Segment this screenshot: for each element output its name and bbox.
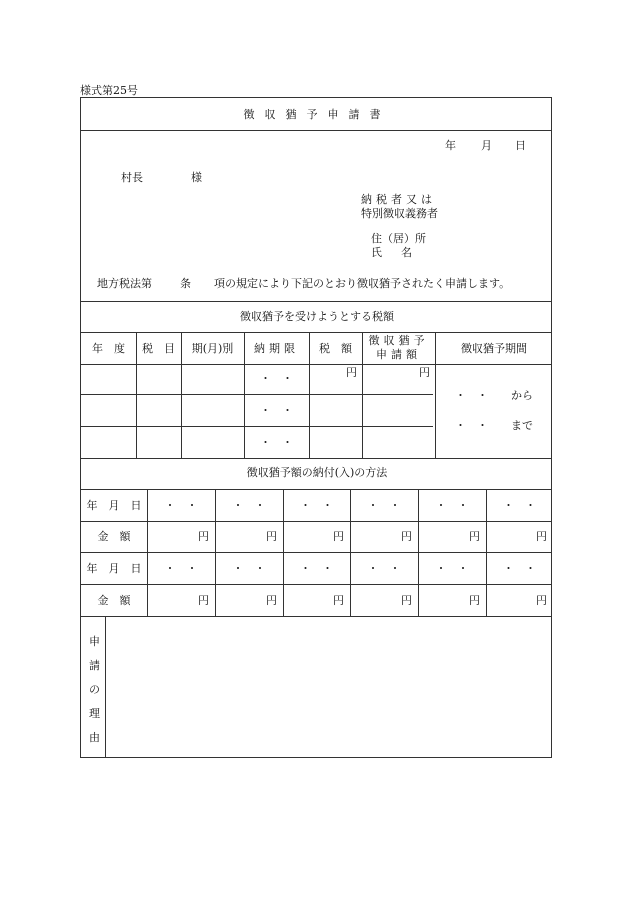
col-fiscal-year: 年 度 <box>92 342 125 355</box>
payment-section-heading: 徴収猶予額の納付(入)の方法 <box>246 466 388 479</box>
divider <box>81 332 551 333</box>
statement-suffix: 項の規定により下記のとおり徴収猶予されたく申請します。 <box>214 277 511 290</box>
payment-amount-yen: 円 <box>401 594 412 607</box>
payment-date-label: 年 月 日 <box>86 562 142 575</box>
col-period: 期(月)別 <box>191 342 234 355</box>
payment-date-field[interactable]: ・ ・ <box>435 499 469 512</box>
period-start-field[interactable]: ・ ・ <box>455 389 488 402</box>
date-month-field[interactable]: 月 <box>481 139 492 152</box>
payment-date-field[interactable]: ・ ・ <box>300 499 333 512</box>
divider <box>81 584 551 585</box>
divider <box>81 130 551 131</box>
applicant-role-line2: 特別徴収義務者 <box>361 207 438 220</box>
date-day-field[interactable]: 日 <box>515 139 526 152</box>
payment-date-field[interactable]: ・ ・ <box>164 562 198 575</box>
date-year-field[interactable]: 年 <box>445 139 456 152</box>
payment-date-field[interactable]: ・ ・ <box>232 562 266 575</box>
payment-amount-yen: 円 <box>198 594 209 607</box>
grid-line <box>309 332 310 458</box>
payment-amount-yen: 円 <box>266 594 277 607</box>
payment-amount-yen: 円 <box>401 530 412 543</box>
due-date-field[interactable]: ・ ・ <box>260 372 293 385</box>
payment-date-field[interactable]: ・ ・ <box>300 562 333 575</box>
payment-amount-yen: 円 <box>266 530 277 543</box>
due-date-field[interactable]: ・ ・ <box>260 436 293 449</box>
addressee-office: 村長 <box>121 171 143 184</box>
payment-amount-yen: 円 <box>536 530 547 543</box>
divider <box>81 521 551 522</box>
payment-amount-yen: 円 <box>333 530 344 543</box>
form-title: 徴収猶予申請書 <box>243 108 391 121</box>
tax-section-heading: 徴収猶予を受けようとする税額 <box>240 310 394 323</box>
grid-line <box>181 332 182 458</box>
payment-amount-label: 金 額 <box>97 594 131 607</box>
grid-line <box>362 332 363 458</box>
period-from-label: から <box>511 389 533 402</box>
col-tax-amount: 税 額 <box>319 342 352 355</box>
col-deferral-period: 徴収猶予期間 <box>461 342 527 355</box>
reason-label-char: の <box>89 683 100 696</box>
reason-label-char: 由 <box>89 731 100 744</box>
period-to-label: まで <box>511 419 533 432</box>
reason-label-char: 請 <box>89 659 100 672</box>
application-form <box>80 97 552 758</box>
divider <box>81 552 551 553</box>
payment-date-field[interactable]: ・ ・ <box>164 499 198 512</box>
payment-date-field[interactable]: ・ ・ <box>503 499 536 512</box>
divider <box>81 394 433 395</box>
address-label: 住（居）所 <box>371 232 426 245</box>
payment-date-field[interactable]: ・ ・ <box>367 562 401 575</box>
payment-amount-yen: 円 <box>536 594 547 607</box>
divider <box>81 426 433 427</box>
payment-date-label: 年 月 日 <box>86 499 142 512</box>
payment-amount-yen: 円 <box>333 594 344 607</box>
reason-text-area[interactable] <box>106 617 551 757</box>
divider <box>81 458 551 459</box>
col-deferral-amount-line2: 申請額 <box>376 348 421 361</box>
divider <box>81 364 551 365</box>
addressee-honorific: 様 <box>191 171 202 184</box>
col-due-date: 納期限 <box>254 342 299 355</box>
payment-amount-yen: 円 <box>469 530 480 543</box>
payment-amount-label: 金 額 <box>97 530 131 543</box>
applicant-role-line1: 納税者又は <box>361 193 436 206</box>
form-number: 様式第25号 <box>80 84 138 97</box>
divider <box>81 489 551 490</box>
grid-line <box>435 332 436 458</box>
statement-article: 条 <box>180 277 191 290</box>
payment-amount-yen: 円 <box>469 594 480 607</box>
period-end-field[interactable]: ・ ・ <box>455 419 488 432</box>
divider <box>81 301 551 302</box>
reason-label-char: 理 <box>89 707 100 720</box>
payment-date-field[interactable]: ・ ・ <box>367 499 401 512</box>
payment-date-field[interactable]: ・ ・ <box>232 499 266 512</box>
col-deferral-amount-line1: 徴収猶予 <box>368 334 429 347</box>
tax-amount-yen: 円 <box>346 366 357 379</box>
payment-date-field[interactable]: ・ ・ <box>503 562 536 575</box>
name-label: 氏 名 <box>371 246 416 259</box>
payment-amount-yen: 円 <box>198 530 209 543</box>
deferral-amount-yen: 円 <box>419 366 430 379</box>
col-tax-item: 税 目 <box>142 342 175 355</box>
payment-date-field[interactable]: ・ ・ <box>435 562 469 575</box>
reason-label-char: 申 <box>89 635 100 648</box>
grid-line <box>136 332 137 458</box>
due-date-field[interactable]: ・ ・ <box>260 404 293 417</box>
statement-prefix: 地方税法第 <box>97 277 152 290</box>
